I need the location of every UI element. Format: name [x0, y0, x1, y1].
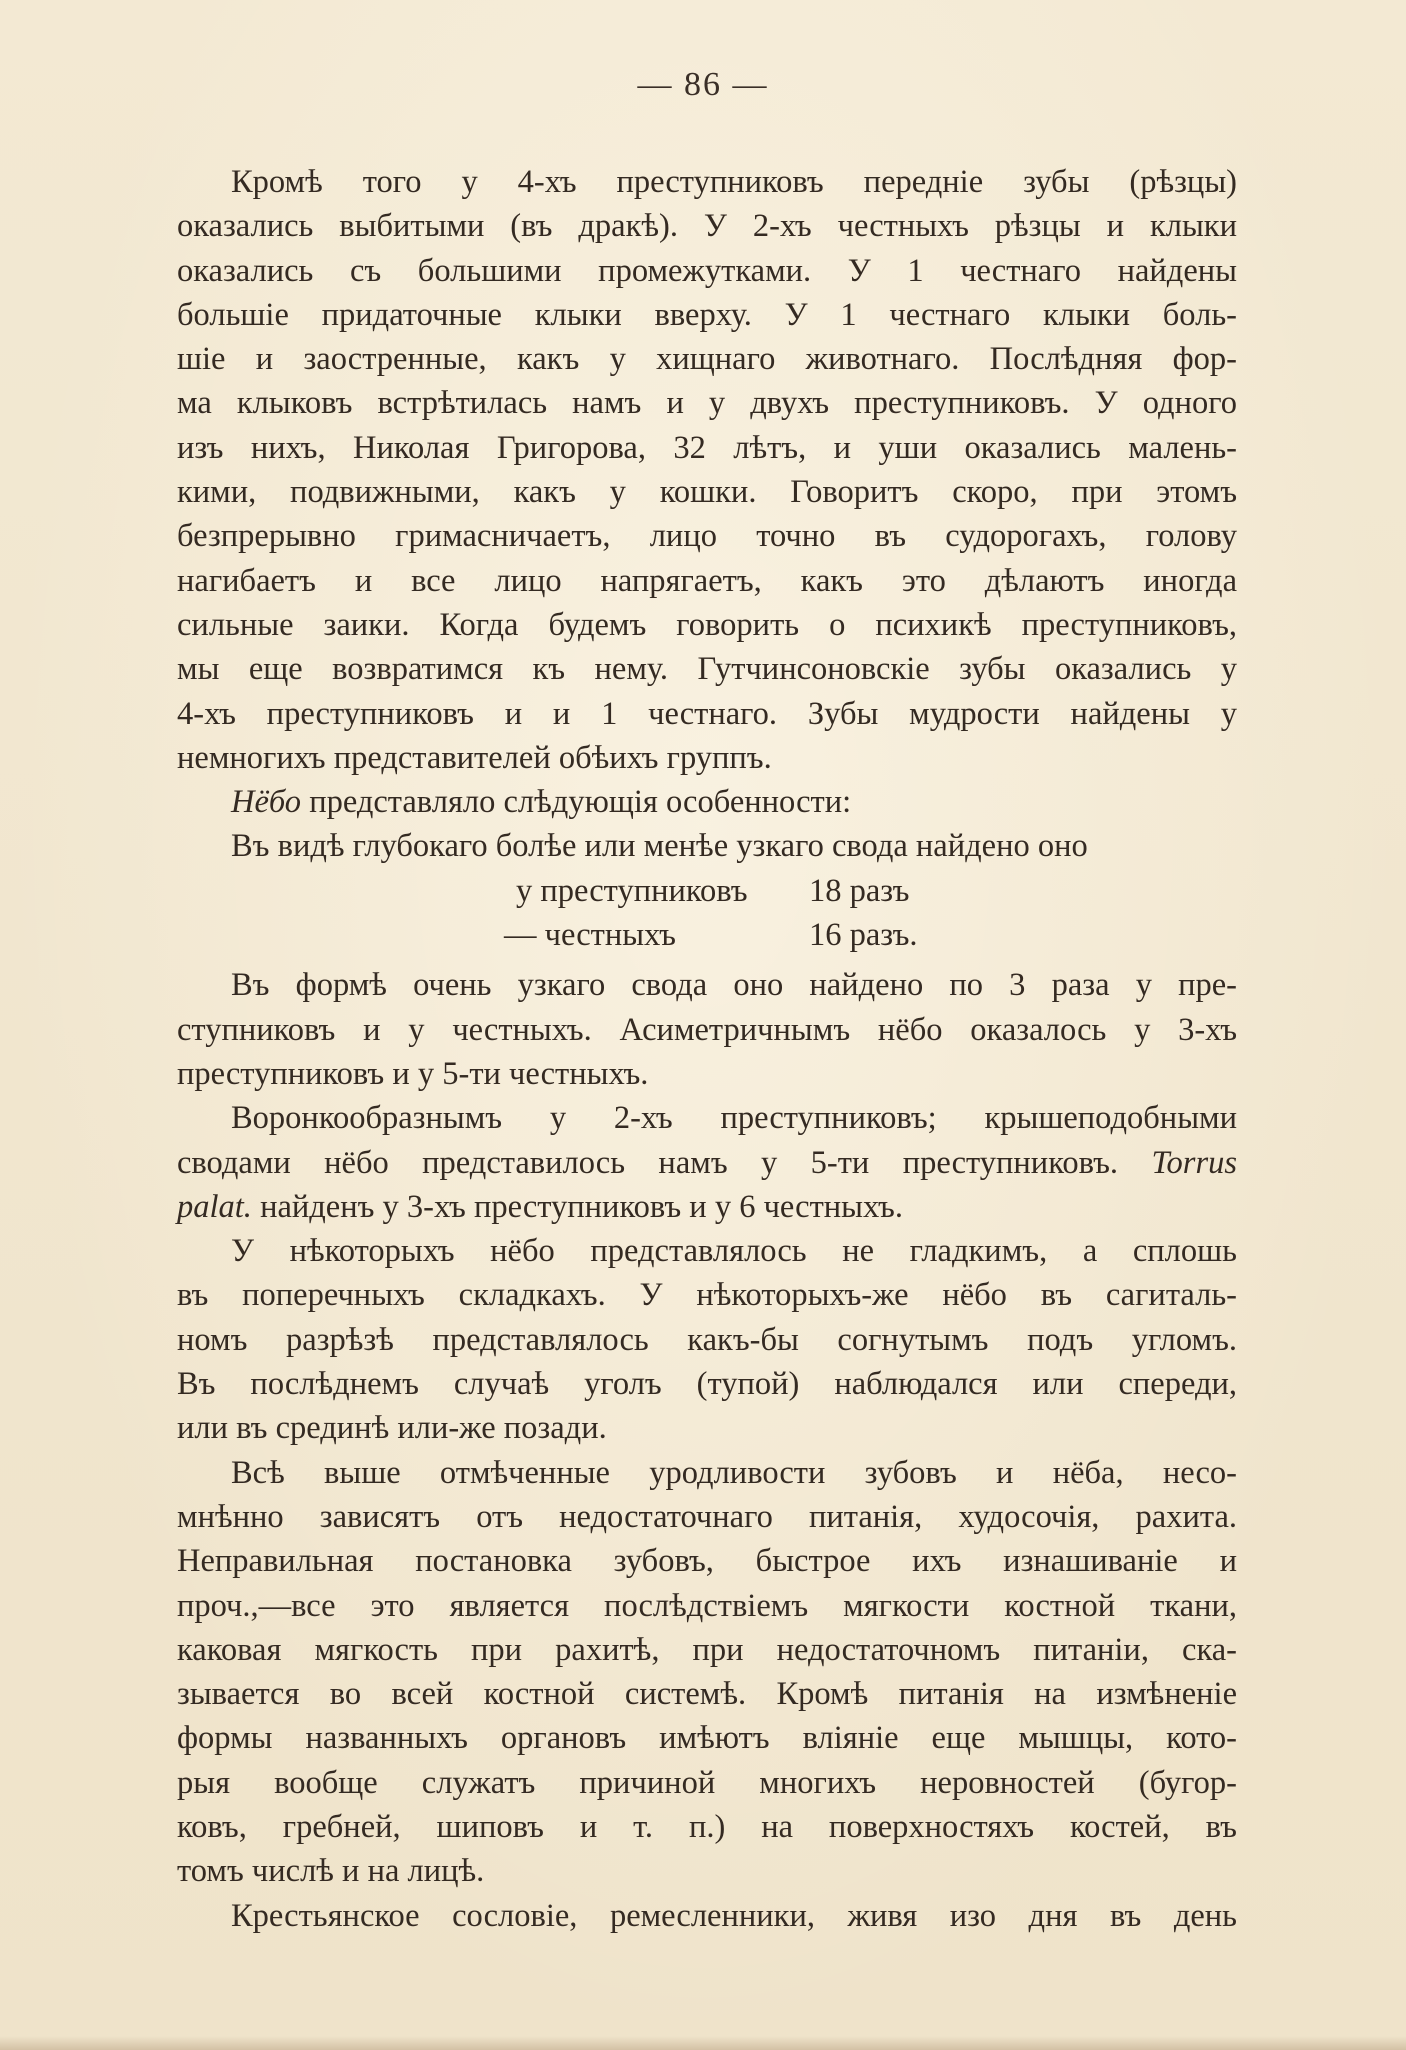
page-body — [177, 160, 1237, 1938]
page-edge-shadow — [0, 2036, 1406, 2050]
text-line: Воронкообразнымъ у 2-хъ преступниковъ; крышеподобными — [231, 1100, 1237, 1137]
text-line: или въ срединѣ или-же позади. — [177, 1410, 607, 1447]
text-line: томъ числѣ и на лицѣ. — [177, 1853, 485, 1890]
text-fragment: найденъ у 3-хъ преступниковъ и у 6 честныхъ. — [251, 1188, 903, 1225]
text-line: сильные заики. Когда будемъ говорить о психикѣ преступниковъ, — [177, 606, 1237, 643]
text-line: проч.,—все это является послѣдствіемъ мягкости костной ткани, — [177, 1587, 1237, 1624]
text-line: У нѣкоторыхъ нёбо представлялось не гладкимъ, а сплошь — [231, 1233, 1237, 1270]
text-line — [177, 1185, 1237, 1229]
text-line: Неправильная постановка зубовъ, быстрое ихъ изнашиваніе и — [177, 1543, 1237, 1580]
text-line: преступниковъ и у 5-ти честныхъ. — [177, 1055, 649, 1092]
table-count: 18 разъ — [809, 872, 910, 909]
table-count: 16 разъ. — [809, 917, 918, 954]
text-line: ступниковъ и у честныхъ. Асиметричнымъ нёбо оказалось у 3-хъ — [177, 1011, 1237, 1048]
table-row — [177, 869, 1237, 913]
text-line: мнѣнно зависятъ отъ недостаточнаго питанія, худосочія, рахита. — [177, 1498, 1237, 1535]
table-group: — честныхъ — [504, 917, 676, 954]
text-line: каковая мягкость при рахитѣ, при недостаточномъ питаніи, ска- — [177, 1631, 1237, 1668]
italic-term: palat. — [177, 1188, 252, 1225]
text-line: Крестьянское сословіе, ремесленники, живя изо дня въ день — [231, 1897, 1237, 1934]
text-line: безпрерывно гримасничаетъ, лицо точно въ судорогахъ, голову — [177, 518, 1237, 555]
text-line: Въ послѣднемъ случаѣ уголъ (тупой) наблюдался или спереди, — [177, 1366, 1237, 1403]
text-line: нагибаетъ и все лицо напрягаетъ, какъ это дѣлаютъ иногда — [177, 562, 1237, 599]
text-line: немногихъ представителей обѣихъ группъ. — [177, 739, 772, 776]
text-line: Всѣ выше отмѣченные уродливости зубовъ и нёба, несо- — [231, 1454, 1237, 1491]
italic-term: Нёбо — [231, 784, 302, 821]
text-line: зывается во всей костной системѣ. Кромѣ питанія на измѣненіе — [177, 1676, 1237, 1713]
text-line: шіе и заостренные, какъ у хищнаго животнаго. Послѣдняя фор- — [177, 341, 1237, 378]
text-line: изъ нихъ, Николая Григорова, 32 лѣтъ, и уши оказались малень- — [177, 429, 1237, 466]
table-row — [177, 913, 1237, 957]
table-group: у преступниковъ — [516, 872, 748, 909]
text-line: ма клыковъ встрѣтилась намъ и у двухъ преступниковъ. У одного — [177, 385, 1237, 422]
page-number: — 86 — — [637, 66, 769, 103]
text-line: оказались съ большими промежутками. У 1 честнаго найдены — [177, 252, 1237, 289]
text-line: Въ видѣ глубокаго болѣе или менѣе узкаго свода найдено оно — [231, 828, 1088, 865]
italic-term: Torrus — [1151, 1144, 1237, 1181]
text-line: въ поперечныхъ складкахъ. У нѣкоторыхъ-же нёбо въ сагиталь- — [177, 1277, 1237, 1314]
text-line: Кромѣ того у 4-хъ преступниковъ передніе зубы (рѣзцы) — [231, 164, 1237, 200]
text-line: оказались выбитыми (въ дракѣ). У 2-хъ честныхъ рѣзцы и клыки — [177, 208, 1237, 245]
text-line: большіе придаточные клыки вверху. У 1 честнаго клыки боль- — [177, 296, 1237, 333]
text-line: рыя вообще служатъ причиной многихъ неровностей (бугор- — [177, 1764, 1237, 1801]
text-line: ковъ, гребней, шиповъ и т. п.) на поверхностяхъ костей, въ — [177, 1808, 1237, 1845]
text-fragment: представляло слѣдующія особенности: — [301, 784, 852, 821]
text-line — [177, 1141, 1237, 1185]
text-fragment: сводами нёбо представилось намъ у 5-ти преступниковъ. — [177, 1144, 1152, 1181]
text-line: номъ разрѣзѣ представлялось какъ-бы согнутымъ подъ угломъ. — [177, 1321, 1237, 1358]
text-line — [177, 780, 1237, 824]
text-line: 4-хъ преступниковъ и и 1 честнаго. Зубы мудрости найдены у — [177, 695, 1237, 732]
text-line: Въ формѣ очень узкаго свода оно найдено по 3 раза у пре- — [231, 967, 1237, 1004]
text-line: мы еще возвратимся къ нему. Гутчинсоновскіе зубы оказались у — [177, 651, 1237, 688]
text-line: кими, подвижными, какъ у кошки. Говоритъ скоро, при этомъ — [177, 474, 1237, 511]
text-line: формы названныхъ органовъ имѣютъ вліяніе еще мышцы, кото- — [177, 1720, 1237, 1757]
